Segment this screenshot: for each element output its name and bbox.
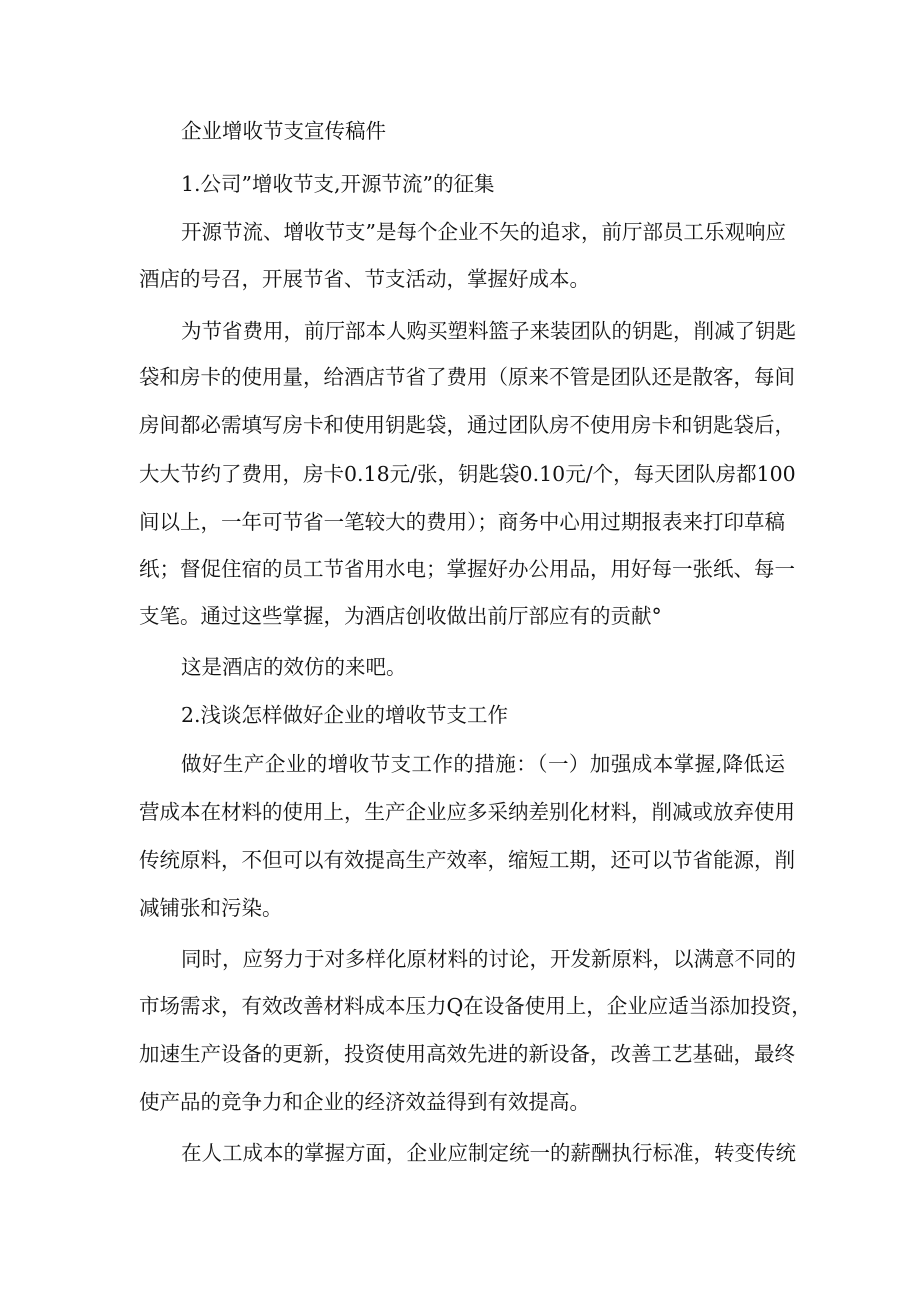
- paragraph-line: 做好生产企业的增收节支工作的措施：（一）加强成本掌握,降低运: [181, 752, 785, 776]
- paragraph-line: 开源节流、增收节支”是每个企业不矢的追求，前厅部员工乐观响应: [181, 220, 786, 244]
- paragraph-line: 传统原料，不但可以有效提高生产效率，缩短工期，还可以节省能源，削: [139, 848, 795, 872]
- section-heading-2: 2.浅谈怎样做好企业的增收节支工作: [181, 703, 509, 727]
- paragraph-line: 这是酒店的效仿的来吧。: [181, 655, 407, 679]
- paragraph-line: 房间都必需填写房卡和使用钥匙袋，通过团队房不使用房卡和钥匙袋后，: [139, 413, 795, 437]
- document-title: 企业增收节支宣传稿件: [181, 119, 386, 143]
- paragraph-line: 支笔。通过这些掌握，为酒店创收做出前厅部应有的贡献°: [139, 604, 662, 628]
- paragraph-line: 市场需求，有效改善材料成本压力Q在设备使用上，企业应适当添加投资，: [139, 994, 812, 1018]
- paragraph-line: 袋和房卡的使用量，给酒店节省了费用（原来不管是团队还是散客，每间: [139, 365, 795, 389]
- paragraph-line: 大大节约了费用，房卡0.18元/张，钥匙袋0.10元/个，每天团队房都100: [139, 462, 796, 486]
- paragraph-line: 同时，应努力于对多样化原材料的讨论，开发新原料，以满意不同的: [181, 947, 796, 971]
- section-heading-1: 1.公司”增收节支,开源节流”的征集: [181, 172, 495, 196]
- paragraph-line: 间以上，一年可节省一笔较大的费用）；商务中心用过期报表来打印草稿: [139, 510, 785, 534]
- paragraph-line: 纸；督促住宿的员工节省用水电；掌握好办公用品，用好每一张纸、每一: [139, 557, 795, 581]
- paragraph-line: 营成本在材料的使用上，生产企业应多采纳差别化材料，削减或放弃使用: [139, 800, 795, 824]
- paragraph-line: 减铺张和污染。: [139, 896, 283, 920]
- paragraph-line: 在人工成本的掌握方面，企业应制定统一的薪酬执行标准，转变传统: [181, 1141, 796, 1165]
- paragraph-line: 使产品的竞争力和企业的经济效益得到有效提高。: [139, 1090, 590, 1114]
- paragraph-line: 加速生产设备的更新，投资使用高效先进的新设备，改善工艺基础，最终: [139, 1042, 795, 1066]
- paragraph-line: 为节省费用，前厅部本人购买塑料篮子来装团队的钥匙，削减了钥匙: [181, 319, 796, 343]
- paragraph-line: 酒店的号召，开展节省、节支活动，掌握好成本。: [139, 267, 590, 291]
